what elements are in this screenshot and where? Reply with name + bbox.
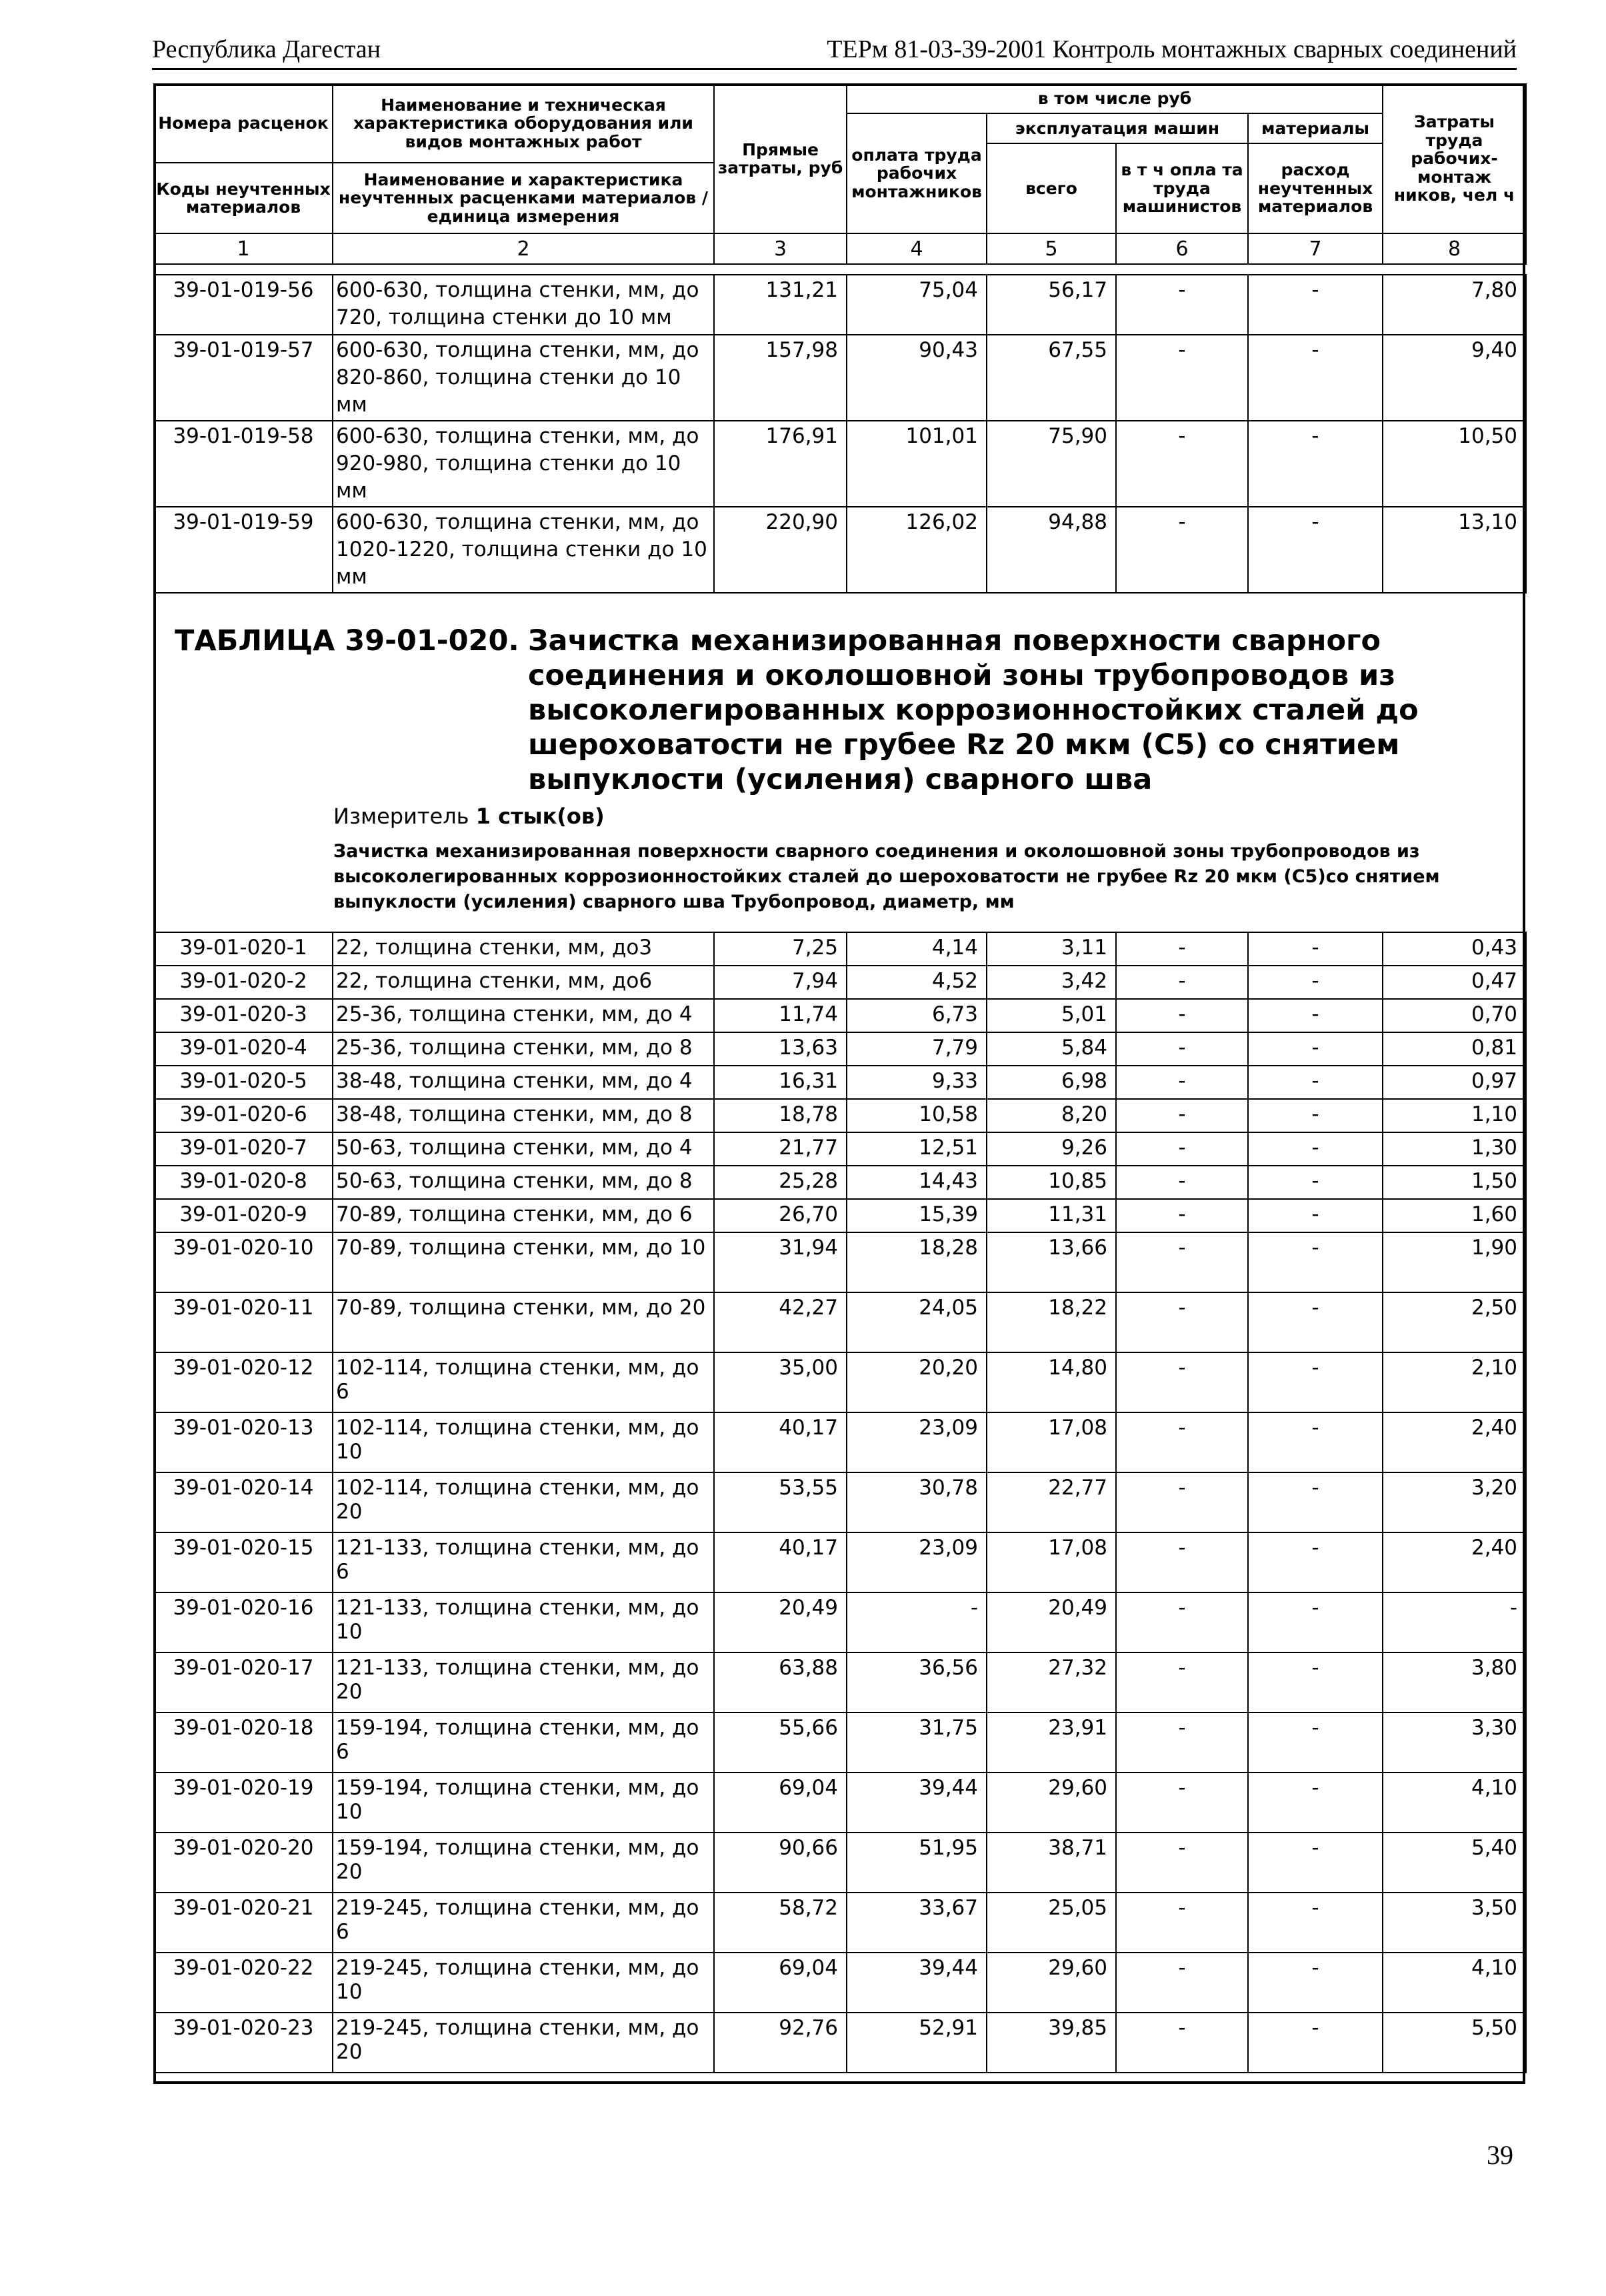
wages: 39,44 xyxy=(847,1953,987,2013)
table-row xyxy=(154,966,1526,999)
rate-code: 39-01-020-10 xyxy=(154,1232,333,1292)
wages: 51,95 xyxy=(847,1833,987,1893)
wages: 126,02 xyxy=(847,507,987,593)
labor-cost: 9,40 xyxy=(1383,335,1526,421)
col-wages: оплата труда рабочих монтажников xyxy=(847,113,987,233)
labor-cost: 7,80 xyxy=(1383,275,1526,335)
table-row xyxy=(154,1472,1526,1532)
col-codes: Коды неучтенных материалов xyxy=(154,163,333,233)
machinist-wages: - xyxy=(1116,1232,1248,1292)
rate-code: 39-01-019-58 xyxy=(154,421,333,507)
rate-code: 39-01-020-22 xyxy=(154,1953,333,2013)
table-row xyxy=(154,1953,1526,2013)
rate-code: 39-01-020-3 xyxy=(154,999,333,1032)
table-row xyxy=(154,1592,1526,1652)
table-row xyxy=(154,1032,1526,1066)
table-row xyxy=(154,1893,1526,1953)
machines-total: 3,42 xyxy=(987,966,1116,999)
materials: - xyxy=(1248,1166,1383,1199)
machines-total: 22,77 xyxy=(987,1472,1116,1532)
machinist-wages: - xyxy=(1116,966,1248,999)
wages: 30,78 xyxy=(847,1472,987,1532)
wages: 31,75 xyxy=(847,1712,987,1773)
col-incl: в том числе руб xyxy=(847,84,1383,113)
rate-name: 102-114, толщина стенки, мм, до 6 xyxy=(333,1352,714,1412)
materials: - xyxy=(1248,999,1383,1032)
machinist-wages: - xyxy=(1116,507,1248,593)
machinist-wages: - xyxy=(1116,932,1248,966)
rate-code: 39-01-020-13 xyxy=(154,1412,333,1472)
rate-code: 39-01-020-4 xyxy=(154,1032,333,1066)
machinist-wages: - xyxy=(1116,1032,1248,1066)
wages: 4,52 xyxy=(847,966,987,999)
materials: - xyxy=(1248,1712,1383,1773)
direct-cost: 21,77 xyxy=(714,1132,847,1166)
col-number: 7 xyxy=(1248,233,1383,264)
materials: - xyxy=(1248,1352,1383,1412)
rate-code: 39-01-019-56 xyxy=(154,275,333,335)
rate-name: 121-133, толщина стенки, мм, до 10 xyxy=(333,1592,714,1652)
rates-table-020 xyxy=(153,932,1527,2073)
rate-name: 70-89, толщина стенки, мм, до 20 xyxy=(333,1292,714,1352)
rate-name: 219-245, толщина стенки, мм, до 6 xyxy=(333,1893,714,1953)
direct-cost: 131,21 xyxy=(714,275,847,335)
direct-cost: 7,25 xyxy=(714,932,847,966)
labor-cost: 3,80 xyxy=(1383,1652,1526,1712)
wages: 39,44 xyxy=(847,1773,987,1833)
rate-name: 159-194, толщина стенки, мм, до 20 xyxy=(333,1833,714,1893)
labor-cost: 4,10 xyxy=(1383,1773,1526,1833)
table-row xyxy=(154,999,1526,1032)
table-row xyxy=(154,1099,1526,1132)
rates-table-020-body xyxy=(154,932,1526,2073)
machinist-wages: - xyxy=(1116,1166,1248,1199)
labor-cost: 5,40 xyxy=(1383,1833,1526,1893)
rate-name: 22, толщина стенки, мм, до6 xyxy=(333,966,714,999)
machines-total: 13,66 xyxy=(987,1232,1116,1292)
wages: 18,28 xyxy=(847,1232,987,1292)
direct-cost: 25,28 xyxy=(714,1166,847,1199)
rate-code: 39-01-020-12 xyxy=(154,1352,333,1412)
wages: 52,91 xyxy=(847,2013,987,2073)
machines-total: 3,11 xyxy=(987,932,1116,966)
table-row xyxy=(154,932,1526,966)
rate-code: 39-01-020-20 xyxy=(154,1833,333,1893)
direct-cost: 58,72 xyxy=(714,1893,847,1953)
direct-cost: 157,98 xyxy=(714,335,847,421)
labor-cost: 1,90 xyxy=(1383,1232,1526,1292)
table-row xyxy=(154,1833,1526,1893)
table-row xyxy=(154,1232,1526,1292)
rate-name: 121-133, толщина стенки, мм, до 6 xyxy=(333,1532,714,1592)
col-number: 6 xyxy=(1116,233,1248,264)
labor-cost: 2,50 xyxy=(1383,1292,1526,1352)
materials: - xyxy=(1248,1773,1383,1833)
rate-code: 39-01-020-8 xyxy=(154,1166,333,1199)
wages: 7,79 xyxy=(847,1032,987,1066)
direct-cost: 92,76 xyxy=(714,2013,847,2073)
materials: - xyxy=(1248,1953,1383,2013)
col-name-top: Наименование и техническая характеристика оборудования или видов монтажных работ xyxy=(333,84,714,163)
labor-cost: 0,97 xyxy=(1383,1066,1526,1099)
machines-total: 14,80 xyxy=(987,1352,1116,1412)
machinist-wages: - xyxy=(1116,421,1248,507)
labor-cost: 2,40 xyxy=(1383,1532,1526,1592)
rate-code: 39-01-020-17 xyxy=(154,1652,333,1712)
machines-total: 29,60 xyxy=(987,1953,1116,2013)
machinist-wages: - xyxy=(1116,1199,1248,1232)
labor-cost: 13,10 xyxy=(1383,507,1526,593)
direct-cost: 69,04 xyxy=(714,1773,847,1833)
labor-cost: 1,30 xyxy=(1383,1132,1526,1166)
labor-cost: 0,70 xyxy=(1383,999,1526,1032)
wages: 23,09 xyxy=(847,1532,987,1592)
col-number: 3 xyxy=(714,233,847,264)
table-row xyxy=(154,1199,1526,1232)
direct-cost: 63,88 xyxy=(714,1652,847,1712)
machines-total: 20,49 xyxy=(987,1592,1116,1652)
col-name-bottom: Наименование и характеристика неучтенных расценками материалов / единица измерения xyxy=(333,163,714,233)
col-materials: материалы xyxy=(1248,113,1383,143)
wages: 36,56 xyxy=(847,1652,987,1712)
page-header xyxy=(152,28,1517,70)
labor-cost: 2,10 xyxy=(1383,1352,1526,1412)
rate-code: 39-01-020-15 xyxy=(154,1532,333,1592)
direct-cost: 18,78 xyxy=(714,1099,847,1132)
machinist-wages: - xyxy=(1116,1412,1248,1472)
rate-code: 39-01-019-59 xyxy=(154,507,333,593)
machinist-wages: - xyxy=(1116,1352,1248,1412)
direct-cost: 176,91 xyxy=(714,421,847,507)
rate-name: 159-194, толщина стенки, мм, до 10 xyxy=(333,1773,714,1833)
machines-total: 75,90 xyxy=(987,421,1116,507)
rate-code: 39-01-020-1 xyxy=(154,932,333,966)
wages: 10,58 xyxy=(847,1099,987,1132)
machines-total: 5,84 xyxy=(987,1032,1116,1066)
labor-cost: 2,40 xyxy=(1383,1412,1526,1472)
rates-table-019 xyxy=(153,274,1527,594)
column-numbers-row xyxy=(154,233,1526,264)
materials: - xyxy=(1248,932,1383,966)
machinist-wages: - xyxy=(1116,1712,1248,1773)
rate-name: 70-89, толщина стенки, мм, до 6 xyxy=(333,1199,714,1232)
materials: - xyxy=(1248,1472,1383,1532)
rate-code: 39-01-020-23 xyxy=(154,2013,333,2073)
measure-label: Измеритель xyxy=(333,804,469,829)
table-row xyxy=(154,507,1526,593)
col-number: 1 xyxy=(154,233,333,264)
wages: 12,51 xyxy=(847,1132,987,1166)
wages: 33,67 xyxy=(847,1893,987,1953)
rate-code: 39-01-019-57 xyxy=(154,335,333,421)
materials: - xyxy=(1248,1232,1383,1292)
machines-total: 25,05 xyxy=(987,1893,1116,1953)
rate-name: 600-630, толщина стенки, мм, до 820-860, толщина стенки до 10 мм xyxy=(333,335,714,421)
labor-cost: 0,81 xyxy=(1383,1032,1526,1066)
machines-total: 17,08 xyxy=(987,1532,1116,1592)
labor-cost: 1,60 xyxy=(1383,1199,1526,1232)
labor-cost: 10,50 xyxy=(1383,421,1526,507)
rate-name: 25-36, толщина стенки, мм, до 4 xyxy=(333,999,714,1032)
materials: - xyxy=(1248,1199,1383,1232)
header-doc-title: ТЕРм 81-03-39-2001 Контроль монтажных сварных соединений xyxy=(827,35,1517,63)
rate-code: 39-01-020-11 xyxy=(154,1292,333,1352)
rate-name: 38-48, толщина стенки, мм, до 8 xyxy=(333,1099,714,1132)
rate-name: 121-133, толщина стенки, мм, до 20 xyxy=(333,1652,714,1712)
machinist-wages: - xyxy=(1116,275,1248,335)
table-row xyxy=(154,1166,1526,1199)
materials: - xyxy=(1248,1412,1383,1472)
header-region: Республика Дагестан xyxy=(152,35,381,63)
wages: 9,33 xyxy=(847,1066,987,1099)
table-row xyxy=(154,1412,1526,1472)
machines-total: 29,60 xyxy=(987,1773,1116,1833)
labor-cost: 4,10 xyxy=(1383,1953,1526,2013)
labor-cost: 0,43 xyxy=(1383,932,1526,966)
table-row xyxy=(154,1652,1526,1712)
rate-code: 39-01-020-21 xyxy=(154,1893,333,1953)
col-machines: эксплуатация машин xyxy=(987,113,1248,143)
direct-cost: 69,04 xyxy=(714,1953,847,2013)
table-title-label: ТАБЛИЦА 39-01-020. xyxy=(175,624,519,658)
rate-code: 39-01-020-18 xyxy=(154,1712,333,1773)
machines-total: 56,17 xyxy=(987,275,1116,335)
machines-total: 39,85 xyxy=(987,2013,1116,2073)
col-incl-wages: в т ч опла та труда машинистов xyxy=(1116,143,1248,233)
measure-value: 1 стык(ов) xyxy=(475,804,605,829)
column-header-table xyxy=(153,83,1527,265)
machinist-wages: - xyxy=(1116,1099,1248,1132)
machinist-wages: - xyxy=(1116,1292,1248,1352)
direct-cost: 20,49 xyxy=(714,1592,847,1652)
rate-name: 600-630, толщина стенки, мм, до 720, толщина стенки до 10 мм xyxy=(333,275,714,335)
table-row xyxy=(154,275,1526,335)
machinist-wages: - xyxy=(1116,1652,1248,1712)
table-row xyxy=(154,421,1526,507)
rate-code: 39-01-020-6 xyxy=(154,1099,333,1132)
materials: - xyxy=(1248,1099,1383,1132)
direct-cost: 40,17 xyxy=(714,1532,847,1592)
labor-cost: 3,50 xyxy=(1383,1893,1526,1953)
rate-code: 39-01-020-16 xyxy=(154,1592,333,1652)
table-row xyxy=(154,1132,1526,1166)
wages: 101,01 xyxy=(847,421,987,507)
table-row xyxy=(154,2013,1526,2073)
materials: - xyxy=(1248,1833,1383,1893)
machines-total: 18,22 xyxy=(987,1292,1116,1352)
rate-name: 219-245, толщина стенки, мм, до 20 xyxy=(333,2013,714,2073)
machinist-wages: - xyxy=(1116,335,1248,421)
direct-cost: 26,70 xyxy=(714,1199,847,1232)
direct-cost: 31,94 xyxy=(714,1232,847,1292)
materials: - xyxy=(1248,421,1383,507)
machines-total: 23,91 xyxy=(987,1712,1116,1773)
materials: - xyxy=(1248,1032,1383,1066)
wages: 6,73 xyxy=(847,999,987,1032)
machinist-wages: - xyxy=(1116,1592,1248,1652)
measure-unit xyxy=(333,804,605,829)
machinist-wages: - xyxy=(1116,2013,1248,2073)
section-description: Зачистка механизированная поверхности сварного соединения и околошовной зоны трубопроводов из высоколегированных коррозионностойких сталей до шероховатости не грубее Rz 20 мкм (С5)со снятием выпуклости (усиления) сварного шва Трубопровод, диаметр, мм xyxy=(333,841,1440,912)
rate-code: 39-01-020-9 xyxy=(154,1199,333,1232)
wages: 23,09 xyxy=(847,1412,987,1472)
materials: - xyxy=(1248,335,1383,421)
materials: - xyxy=(1248,1893,1383,1953)
machines-total: 94,88 xyxy=(987,507,1116,593)
rate-code: 39-01-020-19 xyxy=(154,1773,333,1833)
rate-code: 39-01-020-2 xyxy=(154,966,333,999)
col-direct: Прямые затраты, руб xyxy=(714,84,847,233)
direct-cost: 11,74 xyxy=(714,999,847,1032)
wages: 4,14 xyxy=(847,932,987,966)
direct-cost: 53,55 xyxy=(714,1472,847,1532)
table-title-text: Зачистка механизированная поверхности сварного соединения и околошовной зоны трубопроводов из высоколегированных коррозионностойких сталей до шероховатости не грубее Rz 20 мкм (С5) со снятием выпуклости (усиления) сварного шва xyxy=(528,624,1419,796)
machines-total: 5,01 xyxy=(987,999,1116,1032)
wages: 75,04 xyxy=(847,275,987,335)
machinist-wages: - xyxy=(1116,1066,1248,1099)
rate-code: 39-01-020-14 xyxy=(154,1472,333,1532)
machinist-wages: - xyxy=(1116,1773,1248,1833)
direct-cost: 35,00 xyxy=(714,1352,847,1412)
direct-cost: 220,90 xyxy=(714,507,847,593)
direct-cost: 7,94 xyxy=(714,966,847,999)
table-row xyxy=(154,1773,1526,1833)
rate-name: 219-245, толщина стенки, мм, до 10 xyxy=(333,1953,714,2013)
materials: - xyxy=(1248,1652,1383,1712)
machines-total: 17,08 xyxy=(987,1412,1116,1472)
page-number: 39 xyxy=(1487,2140,1513,2170)
machinist-wages: - xyxy=(1116,1953,1248,2013)
wages: 15,39 xyxy=(847,1199,987,1232)
rate-name: 159-194, толщина стенки, мм, до 6 xyxy=(333,1712,714,1773)
machines-total: 8,20 xyxy=(987,1099,1116,1132)
direct-cost: 55,66 xyxy=(714,1712,847,1773)
direct-cost: 40,17 xyxy=(714,1412,847,1472)
materials: - xyxy=(1248,1132,1383,1166)
machines-total: 10,85 xyxy=(987,1166,1116,1199)
col-total: всего xyxy=(987,143,1116,233)
col-number: 4 xyxy=(847,233,987,264)
col-number: 2 xyxy=(333,233,714,264)
machines-total: 9,26 xyxy=(987,1132,1116,1166)
machinist-wages: - xyxy=(1116,1893,1248,1953)
rate-name: 38-48, толщина стенки, мм, до 4 xyxy=(333,1066,714,1099)
materials: - xyxy=(1248,507,1383,593)
col-number: 5 xyxy=(987,233,1116,264)
materials: - xyxy=(1248,1292,1383,1352)
machines-total: 38,71 xyxy=(987,1833,1116,1893)
wages: - xyxy=(847,1592,987,1652)
rate-code: 39-01-020-5 xyxy=(154,1066,333,1099)
labor-cost: 0,47 xyxy=(1383,966,1526,999)
rate-name: 22, толщина стенки, мм, до3 xyxy=(333,932,714,966)
rate-code: 39-01-020-7 xyxy=(154,1132,333,1166)
machinist-wages: - xyxy=(1116,999,1248,1032)
table-row xyxy=(154,1712,1526,1773)
table-row xyxy=(154,335,1526,421)
machinist-wages: - xyxy=(1116,1132,1248,1166)
col-rate-no: Номера расценок xyxy=(154,84,333,163)
labor-cost: - xyxy=(1383,1592,1526,1652)
direct-cost: 13,63 xyxy=(714,1032,847,1066)
labor-cost: 5,50 xyxy=(1383,2013,1526,2073)
table-row xyxy=(154,1352,1526,1412)
materials: - xyxy=(1248,1592,1383,1652)
machinist-wages: - xyxy=(1116,1472,1248,1532)
rate-name: 600-630, толщина стенки, мм, до 920-980, толщина стенки до 10 мм xyxy=(333,421,714,507)
wages: 90,43 xyxy=(847,335,987,421)
direct-cost: 16,31 xyxy=(714,1066,847,1099)
materials: - xyxy=(1248,2013,1383,2073)
rate-name: 600-630, толщина стенки, мм, до 1020-1220, толщина стенки до 10 мм xyxy=(333,507,714,593)
materials: - xyxy=(1248,275,1383,335)
col-number: 8 xyxy=(1383,233,1526,264)
col-materials-sub: расход неучтенных материалов xyxy=(1248,143,1383,233)
table-row xyxy=(154,1532,1526,1592)
rate-name: 50-63, толщина стенки, мм, до 4 xyxy=(333,1132,714,1166)
wages: 20,20 xyxy=(847,1352,987,1412)
materials: - xyxy=(1248,1532,1383,1592)
rate-name: 102-114, толщина стенки, мм, до 20 xyxy=(333,1472,714,1532)
labor-cost: 3,30 xyxy=(1383,1712,1526,1773)
machinist-wages: - xyxy=(1116,1833,1248,1893)
materials: - xyxy=(1248,1066,1383,1099)
machines-total: 11,31 xyxy=(987,1199,1116,1232)
materials: - xyxy=(1248,966,1383,999)
machines-total: 27,32 xyxy=(987,1652,1116,1712)
col-labor: Затраты труда рабочих-монтаж ников, чел ч xyxy=(1383,84,1526,233)
rate-name: 25-36, толщина стенки, мм, до 8 xyxy=(333,1032,714,1066)
rate-name: 50-63, толщина стенки, мм, до 8 xyxy=(333,1166,714,1199)
table-row xyxy=(154,1066,1526,1099)
wages: 24,05 xyxy=(847,1292,987,1352)
machines-total: 67,55 xyxy=(987,335,1116,421)
direct-cost: 42,27 xyxy=(714,1292,847,1352)
labor-cost: 1,10 xyxy=(1383,1099,1526,1132)
wages: 14,43 xyxy=(847,1166,987,1199)
machines-total: 6,98 xyxy=(987,1066,1116,1099)
machinist-wages: - xyxy=(1116,1532,1248,1592)
rate-name: 102-114, толщина стенки, мм, до 10 xyxy=(333,1412,714,1472)
rate-name: 70-89, толщина стенки, мм, до 10 xyxy=(333,1232,714,1292)
labor-cost: 1,50 xyxy=(1383,1166,1526,1199)
direct-cost: 90,66 xyxy=(714,1833,847,1893)
table-row xyxy=(154,1292,1526,1352)
labor-cost: 3,20 xyxy=(1383,1472,1526,1532)
